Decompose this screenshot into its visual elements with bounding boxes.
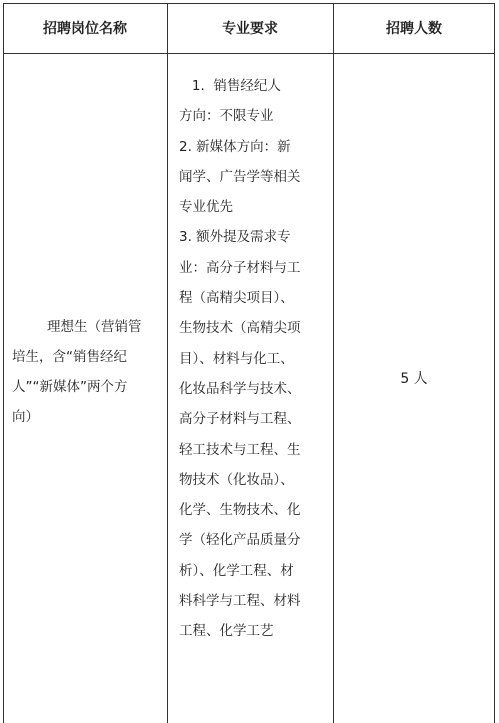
header-bottom-border	[3, 53, 495, 54]
headcount-cell: 5 人	[400, 371, 428, 387]
requirement-line: 工程、化学工艺	[179, 623, 274, 640]
requirement-line: 料科学与工程、材料	[179, 593, 301, 610]
header-position: 招聘岗位名称	[43, 21, 127, 37]
requirement-line: 程（高精尖项目）、	[179, 290, 294, 307]
requirement-line: 闻学、广告学等相关	[179, 168, 301, 185]
requirement-line: 目）、材料与化工、	[179, 350, 294, 367]
position-name-cell	[12, 312, 160, 432]
position-line: 向）	[12, 409, 39, 425]
requirement-line: 方向：不限专业	[179, 108, 274, 125]
requirement-line: 化妆品科学与技术、	[179, 380, 301, 397]
position-line: 理想生（营销管	[47, 319, 142, 335]
requirement-line: 1. 销售经纪人	[179, 78, 281, 94]
requirement-line: 轻工技术与工程、生	[179, 441, 301, 458]
requirement-line: 析）、化学工程、材	[179, 562, 294, 579]
requirement-line: 化学、生物技术、化	[179, 502, 301, 519]
column-divider-2	[333, 3, 334, 723]
position-line: 人”“新媒体”两个方	[12, 379, 128, 395]
requirement-line: 高分子材料与工程、	[179, 411, 301, 428]
requirement-line: 学（轻化产品质量分	[179, 532, 301, 549]
requirement-line: 生物技术（高精尖项	[179, 320, 301, 337]
requirement-line: 业：高分子材料与工	[179, 259, 301, 276]
requirement-line: 专业优先	[179, 199, 233, 216]
column-divider-1	[167, 3, 168, 723]
requirement-line: 2. 新媒体方向：新	[179, 138, 291, 155]
requirement-line: 物技术（化妆品）、	[179, 471, 294, 488]
table-left-border	[3, 3, 4, 723]
table-right-border	[494, 3, 495, 723]
position-line: 培生，含“销售经纪	[12, 349, 127, 365]
requirement-line: 3. 额外提及需求专	[179, 229, 291, 246]
header-count: 招聘人数	[386, 21, 442, 37]
requirements-cell	[179, 71, 327, 647]
header-requirements: 专业要求	[222, 21, 278, 37]
recruitment-table	[3, 3, 495, 723]
